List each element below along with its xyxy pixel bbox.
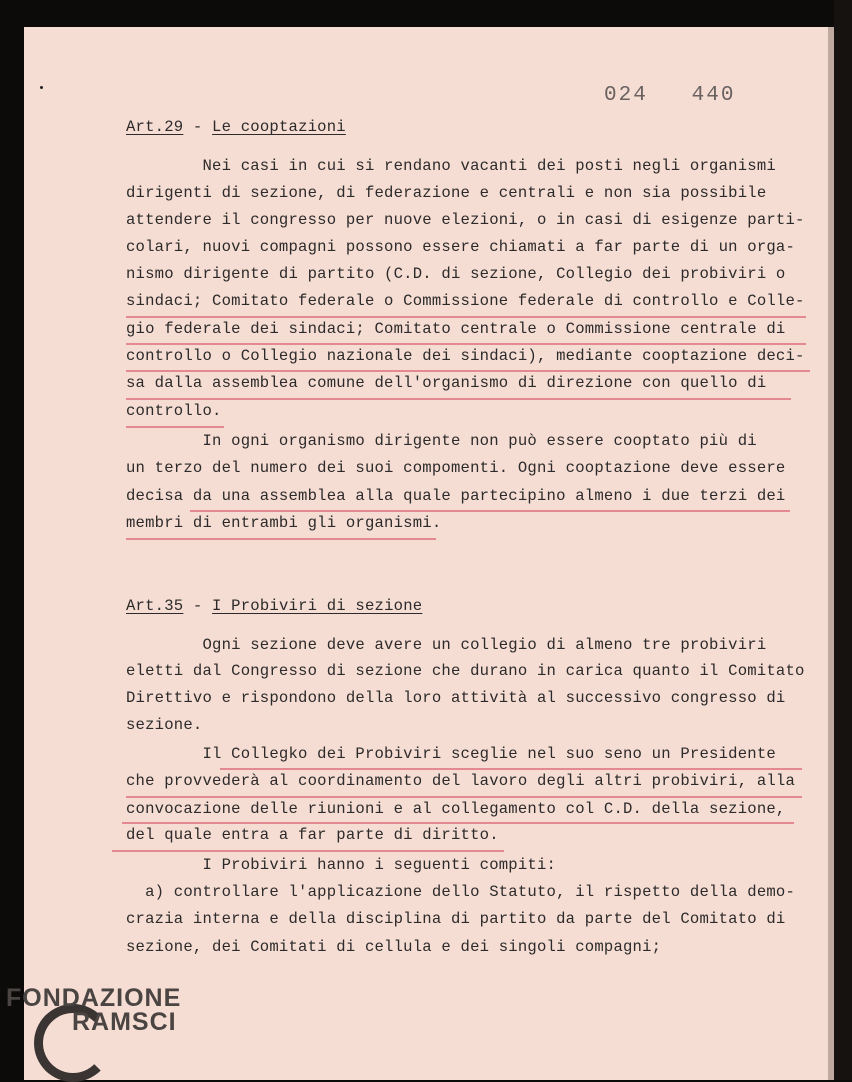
watermark-logo: [6, 986, 181, 1034]
article-29-heading: [126, 118, 346, 136]
red-underline: [126, 343, 806, 345]
article-35-line: a) controllare l'applicazione dello Statuto, il rispetto della demo-: [126, 883, 796, 901]
ink-dot: [40, 86, 43, 89]
article-29-line: Nei casi in cui si rendano vacanti dei posti negli organismi: [126, 157, 776, 175]
article-29-line: nismo dirigente di partito (C.D. di sezione, Collegio dei probiviri o: [126, 265, 786, 283]
article-29-line: un terzo del numero dei suoi compomenti. Ogni cooptazione deve essere: [126, 459, 786, 477]
article-35-line: Ogni sezione deve avere un collegio di almeno tre probiviri: [126, 636, 767, 654]
article-29-separator: -: [183, 118, 213, 136]
article-29-line: gio federale dei sindaci; Comitato centrale o Commissione centrale di: [126, 320, 786, 338]
article-35-line: Il Collegko dei Probiviri sceglie nel suo seno un Presidente: [126, 745, 776, 763]
article-29-line: colari, nuovi compagni possono essere chiamati a far parte di un orga-: [126, 238, 796, 256]
article-29-line: controllo o Collegio nazionale dei sindaci), mediante cooptazione deci-: [126, 347, 805, 365]
document-number: 024 440: [604, 84, 736, 107]
article-35-line: Direttivo e rispondono della loro attività al successivo congresso di: [126, 689, 786, 707]
article-29-title: Le cooptazioni: [212, 118, 346, 136]
article-35-line: che provvederà al coordinamento del lavoro degli altri probiviri, alla: [126, 772, 796, 790]
article-35-separator: -: [183, 597, 213, 615]
typed-text: [126, 0, 826, 1080]
red-underline: [126, 538, 436, 540]
red-underline: [126, 316, 806, 318]
article-29-line: sindaci; Comitato federale o Commissione federale di controllo e Colle-: [126, 292, 805, 310]
article-35-line: I Probiviri hanno i seguenti compiti:: [126, 856, 557, 874]
article-35-line: sezione, dei Comitati di cellula e dei singoli compagni;: [126, 938, 662, 956]
article-29-line: attendere il congresso per nuove elezioni, o in casi di esigenze parti-: [126, 211, 805, 229]
article-29-line: decisa da una assemblea alla quale partecipino almeno i due terzi dei: [126, 487, 786, 505]
red-underline: [126, 398, 791, 400]
article-29-line: In ogni organismo dirigente non può essere cooptato più di: [126, 432, 757, 450]
article-35-line: sezione.: [126, 716, 203, 734]
watermark-line1: FONDAZIONE: [6, 984, 182, 1012]
red-underline: [112, 850, 504, 852]
article-35-heading: [126, 597, 422, 615]
red-underline: [126, 796, 802, 798]
article-29-line: membri di entrambi gli organismi.: [126, 514, 442, 532]
red-underline: [190, 510, 790, 512]
article-35-line: convocazione delle riunioni e al collegamento col C.D. della sezione,: [126, 800, 786, 818]
article-29-line: dirigenti di sezione, di federazione e centrali e non sia possibile: [126, 184, 767, 202]
article-35-title: I Probiviri di sezione: [212, 597, 423, 615]
article-29-line: sa dalla assemblea comune dell'organismo di direzione con quello di: [126, 374, 767, 392]
red-underline: [220, 768, 802, 770]
article-29-number: Art.29: [126, 118, 184, 136]
watermark-line2: RAMSCI: [72, 1008, 177, 1036]
article-35-line: eletti dal Congresso di sezione che durano in carica quanto il Comitato: [126, 662, 805, 680]
scan-border: [834, 0, 852, 1080]
article-35-number: Art.35: [126, 597, 184, 615]
red-underline: [126, 370, 810, 372]
article-35-line: crazia interna e della disciplina di partito da parte del Comitato di: [126, 910, 786, 928]
article-29-line: controllo.: [126, 402, 222, 420]
red-underline: [126, 426, 224, 428]
red-underline: [122, 822, 794, 824]
article-35-line: del quale entra a far parte di diritto.: [126, 826, 499, 844]
